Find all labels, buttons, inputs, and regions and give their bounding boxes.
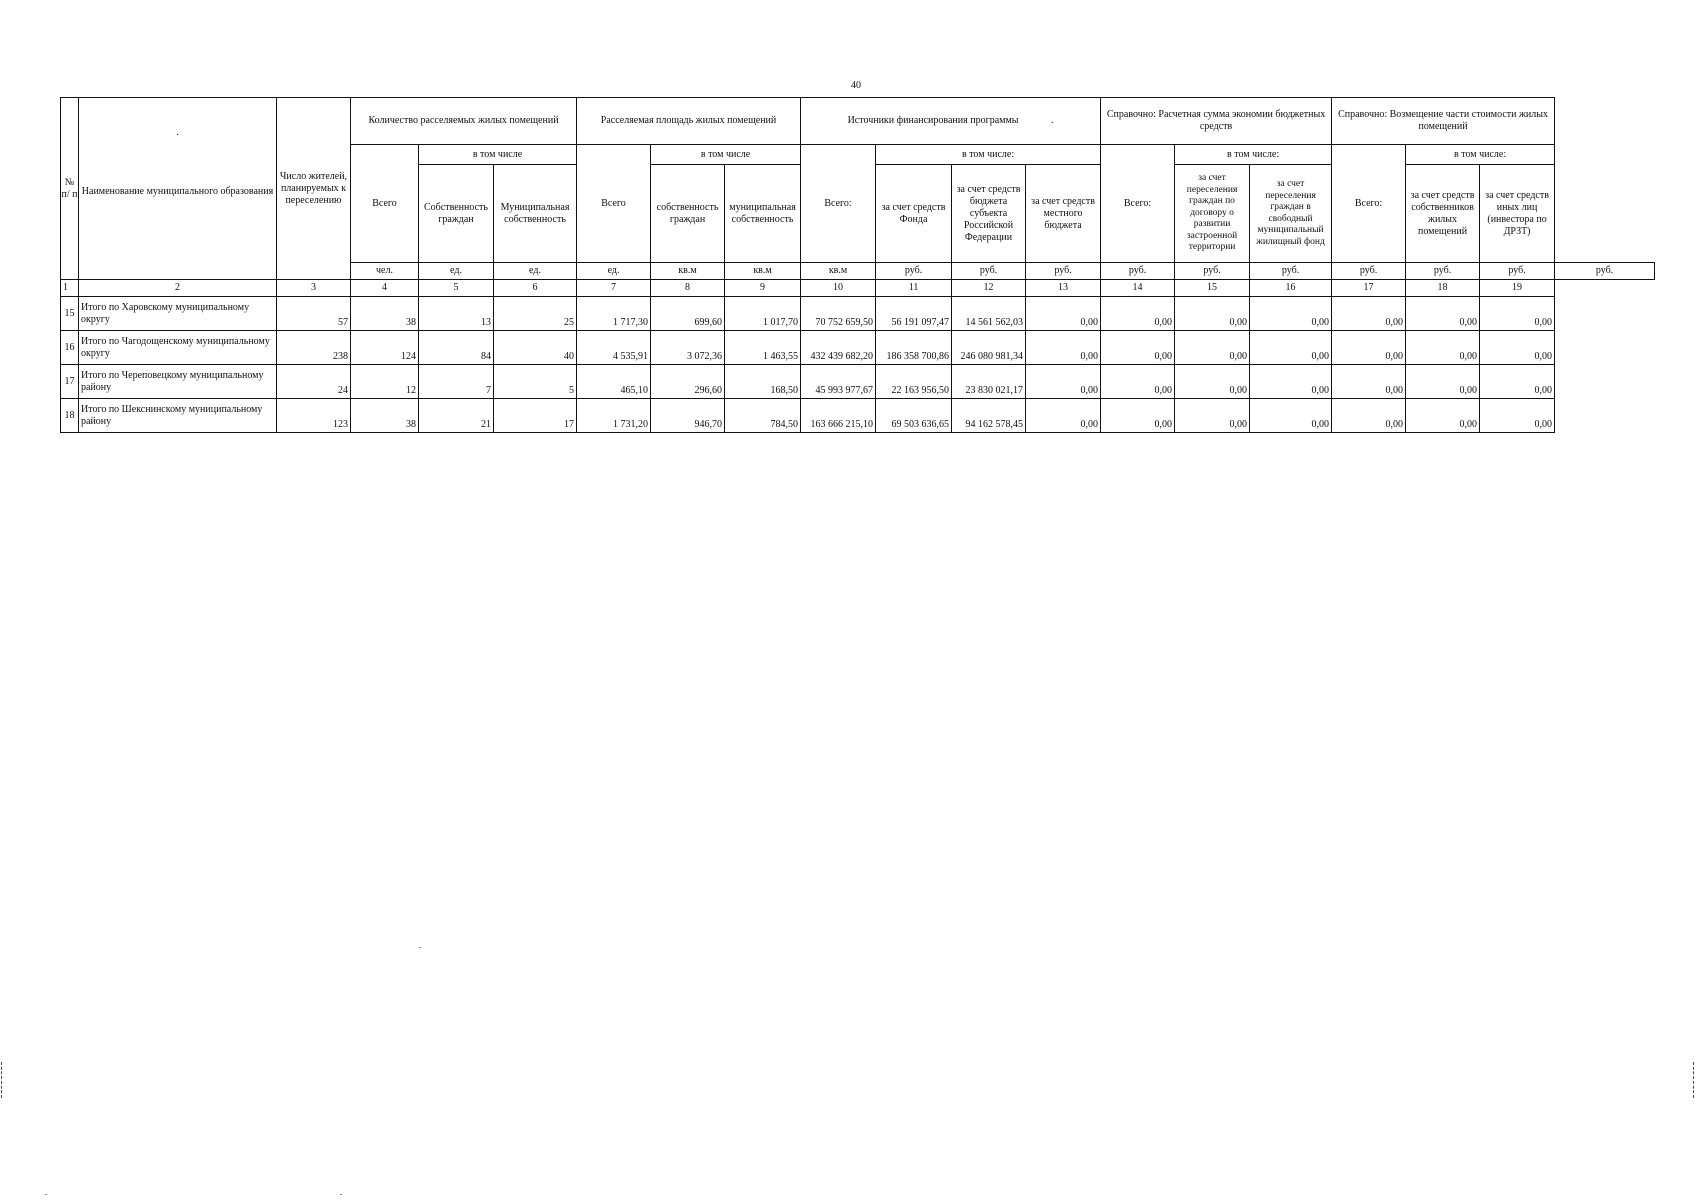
cell: 56 191 097,47 [876,297,952,331]
row-name: Итого по Харовскому муниципальному округу [79,297,277,331]
cell: 238 [277,331,351,365]
column-number: 11 [876,280,952,297]
cell: 0,00 [1480,365,1555,399]
header-fund: за счет средств Фонда [876,165,952,263]
cell: 12 [351,365,419,399]
cell: 57 [277,297,351,331]
header-name-text: Наименование муниципального образования [81,185,274,197]
cell: 124 [351,331,419,365]
cell: 0,00 [1250,331,1332,365]
cell: 0,00 [1480,297,1555,331]
header-count-in-number: в том числе [419,145,577,165]
row-number: 15 [61,297,79,331]
page-number: 40 [851,80,861,91]
cell: 0,00 [1406,399,1480,433]
cell: 4 535,91 [577,331,651,365]
column-number: 8 [651,280,725,297]
cell: 0,00 [1175,331,1250,365]
column-number: 4 [351,280,419,297]
column-number: 5 [419,280,494,297]
table-row [61,297,1655,331]
scan-margin-mark-left [1,1062,4,1098]
cell: 23 830 021,17 [952,365,1026,399]
cell: 40 [494,331,577,365]
column-number: 6 [494,280,577,297]
table-row [61,365,1655,399]
row-number: 18 [61,399,79,433]
cell: 25 [494,297,577,331]
table-row [61,331,1655,365]
cell: 38 [351,399,419,433]
unit-cell: кв.м [725,263,801,280]
cell: 699,60 [651,297,725,331]
scan-margin-mark-right [1693,1062,1696,1098]
cell: 0,00 [1026,365,1101,399]
header-area-municipal: муниципальная собственность [725,165,801,263]
header-owners: за счет средств собственников жилых помещений [1406,165,1480,263]
header-area-total: Всего [577,145,651,263]
header-residents: Число жителей, планируемых к переселению [277,98,351,280]
header-economy-group: Справочно: Расчетная сумма экономии бюджетных средств [1101,98,1332,145]
cell: 0,00 [1406,365,1480,399]
cell: 0,00 [1406,297,1480,331]
unit-cell: ед. [577,263,651,280]
cell: 21 [419,399,494,433]
cell: 163 666 215,10 [801,399,876,433]
unit-cell: руб. [1101,263,1175,280]
column-number: 3 [277,280,351,297]
column-number: 19 [1480,280,1555,297]
unit-cell: ед. [419,263,494,280]
cell: 94 162 578,45 [952,399,1026,433]
cell: 22 163 956,50 [876,365,952,399]
cell: 0,00 [1406,331,1480,365]
unit-cell: руб. [1555,263,1655,280]
cell: 0,00 [1250,399,1332,433]
unit-cell: руб. [1480,263,1555,280]
row-number: 16 [61,331,79,365]
header-area-citizens: собственность граждан [651,165,725,263]
header-subject-budget: за счет средств бюджета субъекта Российской Федерации [952,165,1026,263]
cell: 13 [419,297,494,331]
column-number: 16 [1250,280,1332,297]
row-name: Итого по Череповецкому муниципальному району [79,365,277,399]
cell: 84 [419,331,494,365]
unit-cell: руб. [1250,263,1332,280]
unit-cell: чел. [351,263,419,280]
scan-speck [340,1194,342,1195]
unit-cell: руб. [1332,263,1406,280]
column-number: 13 [1026,280,1101,297]
cell: 0,00 [1175,297,1250,331]
header-finance-group-mark: . [1051,115,1054,126]
header-municipal-property: Муниципальная собственность [494,165,577,263]
resettlement-table [60,97,1655,433]
column-number: 2 [79,280,277,297]
column-number: 9 [725,280,801,297]
unit-cell: кв.м [651,263,725,280]
cell: 0,00 [1175,399,1250,433]
cell: 0,00 [1026,297,1101,331]
cell: 296,60 [651,365,725,399]
cell: 0,00 [1175,365,1250,399]
header-finance-total: Всего: [801,145,876,263]
header-other-persons: за счет средств иных лиц (инвестора по ДРЗТ) [1480,165,1555,263]
cell: 0,00 [1480,399,1555,433]
cell: 0,00 [1332,399,1406,433]
column-number: 17 [1332,280,1406,297]
cell: 0,00 [1026,399,1101,433]
cell: 784,50 [725,399,801,433]
header-compensation-in-number: в том числе: [1406,145,1555,165]
cell: 0,00 [1250,365,1332,399]
cell: 0,00 [1101,399,1175,433]
unit-cell: ед. [494,263,577,280]
cell: 0,00 [1250,297,1332,331]
header-compensation-group: Справочно: Возмещение части стоимости жилых помещений [1332,98,1555,145]
cell: 246 080 981,34 [952,331,1026,365]
header-finance-group-text: Источники финансирования программы [847,115,1019,126]
cell: 14 561 562,03 [952,297,1026,331]
cell: 0,00 [1332,331,1406,365]
header-citizens-property: Собственность граждан [419,165,494,263]
column-number: 15 [1175,280,1250,297]
header-count-total: Всего [351,145,419,263]
cell: 0,00 [1332,297,1406,331]
cell: 168,50 [725,365,801,399]
cell: 0,00 [1332,365,1406,399]
cell: 1 017,70 [725,297,801,331]
cell: 432 439 682,20 [801,331,876,365]
cell: 24 [277,365,351,399]
unit-cell: руб. [1406,263,1480,280]
header-free-fund: за счет переселения граждан в свободный муниципальный жилищный фонд [1250,165,1332,263]
header-economy-in-number: в том числе: [1175,145,1332,165]
header-local-budget: за счет средств местного бюджета [1026,165,1101,263]
scan-speck [45,1194,47,1195]
cell: 0,00 [1480,331,1555,365]
cell: 0,00 [1101,331,1175,365]
cell: 45 993 977,67 [801,365,876,399]
header-finance-in-number: в том числе: [876,145,1101,165]
cell: 1 717,30 [577,297,651,331]
cell: 5 [494,365,577,399]
cell: 0,00 [1101,297,1175,331]
unit-cell: руб. [1175,263,1250,280]
column-number: 10 [801,280,876,297]
header-number: № п/ п [61,98,79,280]
cell: 946,70 [651,399,725,433]
header-name [79,98,277,280]
cell: 70 752 659,50 [801,297,876,331]
cell: 0,00 [1026,331,1101,365]
cell: 465,10 [577,365,651,399]
cell: 123 [277,399,351,433]
cell: 3 072,36 [651,331,725,365]
cell: 69 503 636,65 [876,399,952,433]
unit-cell: руб. [1026,263,1101,280]
column-number: 18 [1406,280,1480,297]
header-count-group: Количество расселяемых жилых помещений [351,98,577,145]
header-area-in-number: в том числе [651,145,801,165]
cell: 1 731,20 [577,399,651,433]
cell: 7 [419,365,494,399]
header-name-dot: · [175,129,180,141]
row-name: Итого по Шекснинскому муниципальному району [79,399,277,433]
cell: 186 358 700,86 [876,331,952,365]
column-number: 12 [952,280,1026,297]
cell: 1 463,55 [725,331,801,365]
unit-cell: кв.м [801,263,876,280]
header-finance-group [801,98,1101,145]
column-number: 7 [577,280,651,297]
row-name: Итого по Чагодощенскому муниципальному округу [79,331,277,365]
table-row [61,399,1655,433]
cell: 17 [494,399,577,433]
scan-speck [419,947,421,948]
cell: 38 [351,297,419,331]
header-area-group: Расселяемая площадь жилых помещений [577,98,801,145]
header-territory-dev: за счет переселения граждан по договору о развитии застроенной территории [1175,165,1250,263]
header-compensation-total: Всего: [1332,145,1406,263]
cell: 0,00 [1101,365,1175,399]
column-number: 1 [61,280,79,297]
header-economy-total: Всего: [1101,145,1175,263]
row-number: 17 [61,365,79,399]
unit-cell: руб. [952,263,1026,280]
unit-cell: руб. [876,263,952,280]
column-number: 14 [1101,280,1175,297]
